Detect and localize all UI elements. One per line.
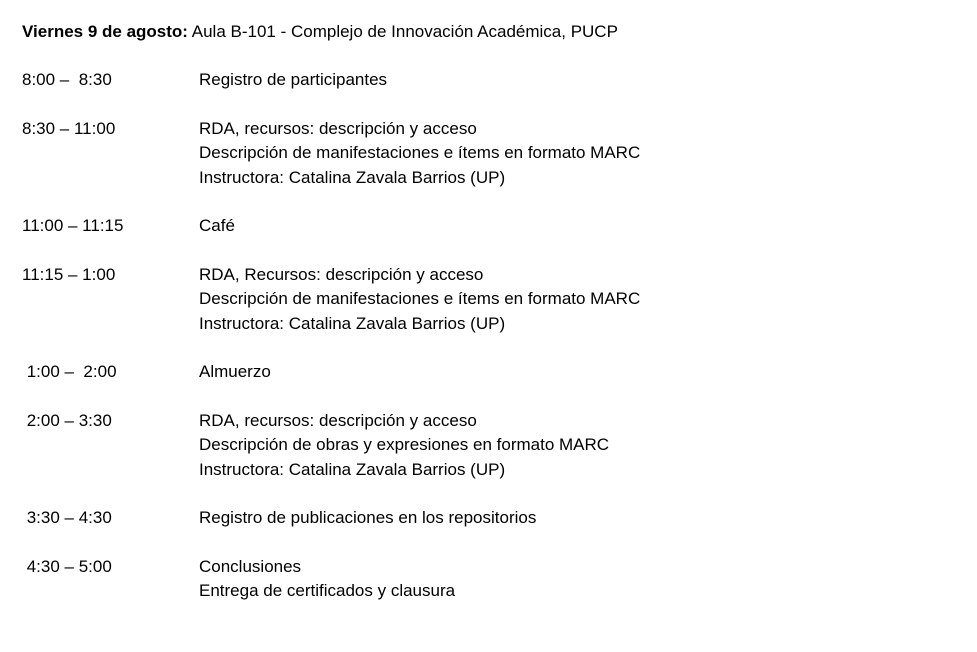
schedule-time: 3:30 – 4:30 bbox=[22, 508, 112, 527]
schedule-description bbox=[199, 214, 952, 239]
schedule-line: RDA, recursos: descripción y acceso bbox=[199, 118, 477, 138]
schedule-line: Registro de participantes bbox=[199, 70, 388, 89]
schedule-time: 8:00 – 8:30 bbox=[22, 70, 112, 89]
schedule-time: 8:30 – 11:00 bbox=[22, 118, 116, 138]
schedule-description bbox=[199, 263, 952, 337]
schedule-description bbox=[199, 360, 952, 385]
schedule-line: Café bbox=[199, 216, 235, 235]
schedule-line: RDA, Recursos: descripción y acceso bbox=[199, 264, 484, 284]
schedule-line: Entrega de certificados y clausura bbox=[199, 581, 456, 600]
schedule-line: Descripción de manifestaciones e ítems en formato MARC bbox=[199, 289, 641, 308]
schedule-description bbox=[199, 506, 952, 531]
schedule-line: Almuerzo bbox=[199, 362, 271, 381]
schedule-time: 2:00 – 3:30 bbox=[22, 410, 112, 430]
schedule-time: 4:30 – 5:00 bbox=[22, 556, 112, 576]
schedule-line: Conclusiones bbox=[199, 556, 302, 576]
schedule-time: 1:00 – 2:00 bbox=[22, 362, 117, 381]
day-heading-venue: Aula B-101 - Complejo de Innovación Académica, PUCP bbox=[187, 22, 618, 41]
schedule-entry bbox=[22, 409, 952, 483]
schedule-entry bbox=[22, 263, 952, 337]
schedule-line: Descripción de manifestaciones e ítems en formato MARC bbox=[199, 143, 641, 162]
schedule-entry bbox=[22, 214, 952, 239]
schedule-entry bbox=[22, 68, 952, 93]
document-page bbox=[22, 20, 952, 604]
schedule-description bbox=[199, 117, 952, 191]
schedule-description bbox=[199, 409, 952, 483]
schedule-entry bbox=[22, 117, 952, 191]
schedule-line: Registro de publicaciones en los repositorios bbox=[199, 508, 537, 527]
day-heading-date: Viernes 9 de agosto: bbox=[22, 22, 188, 41]
day-heading bbox=[22, 20, 952, 44]
schedule-line: RDA, recursos: descripción y acceso bbox=[199, 410, 477, 430]
schedule-entry bbox=[22, 506, 952, 531]
schedule-line: Instructora: Catalina Zavala Barrios (UP) bbox=[199, 313, 506, 333]
schedule-description bbox=[199, 555, 952, 604]
schedule-line: Instructora: Catalina Zavala Barrios (UP) bbox=[199, 459, 506, 479]
schedule-time: 11:15 – 1:00 bbox=[22, 264, 116, 284]
schedule-line: Descripción de obras y expresiones en formato MARC bbox=[199, 435, 610, 454]
schedule-description bbox=[199, 68, 952, 93]
schedule-entry bbox=[22, 360, 952, 385]
schedule-entry bbox=[22, 555, 952, 604]
schedule-time: 11:00 – 11:15 bbox=[22, 216, 124, 235]
schedule-line: Instructora: Catalina Zavala Barrios (UP) bbox=[199, 167, 506, 187]
